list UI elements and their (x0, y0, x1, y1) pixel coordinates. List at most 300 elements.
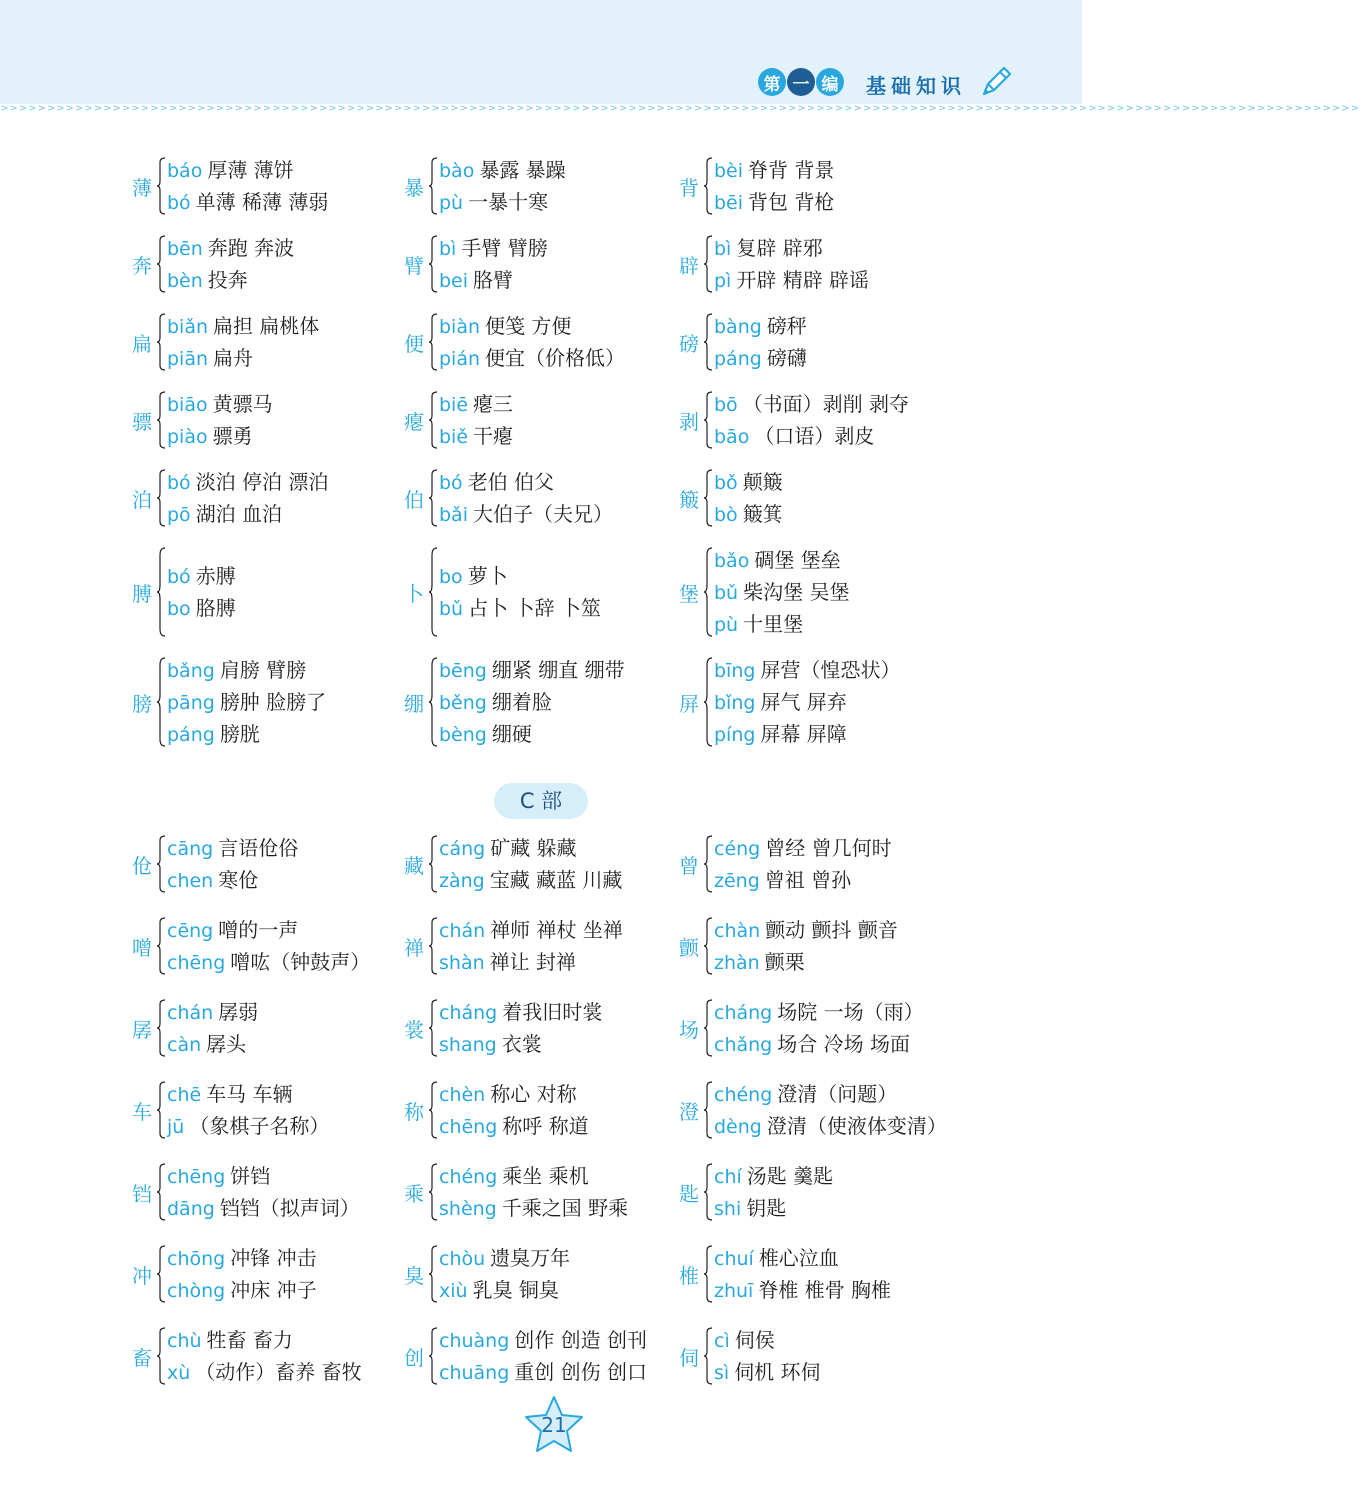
pinyin: chōng (167, 1248, 226, 1270)
entry-row (128, 996, 1028, 1060)
example-words: 膀肿 脸膀了 (219, 690, 327, 714)
entry-row (128, 1324, 1028, 1388)
example-words: 柴沟堡 吴堡 (743, 580, 850, 604)
head-character: 创 (404, 1345, 424, 1370)
example-words: 着我旧时裳 (502, 1000, 603, 1024)
head-character: 澄 (679, 1099, 699, 1124)
page-number: 21 (541, 1413, 567, 1437)
example-words: 磅秤 (766, 314, 807, 338)
pinyin: chòng (167, 1280, 226, 1302)
part-badge (758, 68, 845, 96)
reading-line (167, 342, 319, 374)
reading-line (714, 1356, 821, 1388)
reading-line (714, 1274, 891, 1306)
brace (704, 1160, 713, 1224)
brace (157, 466, 166, 530)
example-words: 厚薄 薄饼 (207, 158, 294, 182)
brace (429, 466, 438, 530)
polyphone-entry (675, 914, 995, 978)
entry-row (128, 1078, 1028, 1142)
polyphone-entry (675, 654, 995, 750)
polyphone-entry (400, 914, 675, 978)
reading-line (439, 388, 513, 420)
head-character: 屏 (679, 691, 699, 716)
example-words: 曾经 曾几何时 (765, 836, 892, 860)
brace-icon (157, 918, 166, 974)
head-character: 瘪 (404, 409, 424, 434)
polyphone-entry (400, 466, 675, 530)
brace (704, 388, 713, 452)
pinyin: bǎo (714, 550, 750, 572)
polyphone-entry (675, 154, 995, 218)
reading-line (167, 154, 328, 186)
brace-icon (429, 918, 438, 974)
pinyin: bì (714, 238, 732, 260)
pinyin: chǎng (714, 1034, 773, 1056)
example-words: 脊椎 椎骨 胸椎 (758, 1278, 892, 1302)
reading-line (167, 388, 273, 420)
example-words: 车马 车辆 (206, 1082, 293, 1106)
entry-row (128, 466, 1028, 530)
example-words: （书面）剥削 剥夺 (742, 392, 910, 416)
pinyin: chuí (714, 1248, 754, 1270)
head-character: 场 (679, 1017, 699, 1042)
pinyin: chēng (167, 952, 226, 974)
example-words: 噌吰（钟鼓声） (230, 950, 371, 974)
pinyin: běng (439, 692, 487, 714)
pinyin: bēn (167, 238, 203, 260)
reading-line (167, 832, 298, 864)
brace (704, 1078, 713, 1142)
head-character: 椎 (679, 1263, 699, 1288)
head-character: 膊 (132, 581, 152, 606)
brace-icon (157, 470, 166, 526)
brace (157, 996, 166, 1060)
brace-icon (704, 158, 713, 214)
brace (157, 232, 166, 296)
polyphone-entry (128, 1078, 400, 1142)
reading-line (439, 914, 623, 946)
example-words: 牲畜 畜力 (206, 1328, 293, 1352)
example-words: 宝藏 藏蓝 川藏 (489, 868, 623, 892)
reading-line (714, 388, 909, 420)
reading-line (439, 1160, 628, 1192)
example-words: 赤膊 (195, 564, 236, 588)
reading-line (439, 232, 548, 264)
polyphone-entry (128, 232, 400, 296)
brace (429, 1160, 438, 1224)
pinyin: bǔ (714, 582, 739, 604)
reading-line (167, 1110, 329, 1142)
brace (704, 1324, 713, 1388)
reading-line (714, 686, 900, 718)
brace (157, 654, 166, 750)
head-character: 泊 (132, 487, 152, 512)
example-words: 开辟 精辟 辟谣 (736, 268, 870, 292)
reading-line (439, 1356, 647, 1388)
brace (704, 1242, 713, 1306)
head-character: 裳 (404, 1017, 424, 1042)
polyphone-entry (675, 1324, 995, 1388)
pinyin: bó (167, 566, 191, 588)
reading-line (167, 1160, 360, 1192)
head-character: 伯 (404, 487, 424, 512)
example-words: 萝卜 (467, 564, 508, 588)
pinyin: bei (439, 270, 469, 292)
brace (157, 1160, 166, 1224)
brace (429, 1078, 438, 1142)
pinyin: bǔ (439, 598, 464, 620)
brace-icon (429, 658, 438, 746)
reading-line (167, 498, 328, 530)
reading-line (167, 1192, 360, 1224)
head-character: 噌 (132, 935, 152, 960)
example-words: 澄清（问题） (777, 1082, 898, 1106)
example-words: （象棋子名称） (189, 1114, 330, 1138)
polyphone-entry (675, 310, 995, 374)
brace (429, 914, 438, 978)
section-title: 基础知识 (866, 74, 966, 98)
pinyin: zhàn (714, 952, 760, 974)
reading-line (167, 864, 298, 896)
reading-line (714, 946, 898, 978)
pinyin: chēng (439, 1116, 498, 1138)
head-character: 辟 (679, 253, 699, 278)
example-words: 奔跑 奔波 (207, 236, 295, 260)
brace-icon (157, 236, 166, 292)
head-character: 暴 (404, 175, 424, 200)
pinyin: cì (714, 1330, 730, 1352)
brace-icon (704, 314, 713, 370)
example-words: 伺侯 (734, 1328, 775, 1352)
brace-icon (429, 836, 438, 892)
brace-icon (157, 1000, 166, 1056)
pinyin: chēng (167, 1166, 226, 1188)
reading-line (167, 1242, 317, 1274)
reading-line (439, 154, 566, 186)
example-words: 一暴十寒 (468, 190, 549, 214)
brace-icon (429, 1246, 438, 1302)
c-section-grid (128, 832, 1028, 1388)
pinyin: cáng (439, 838, 486, 860)
polyphone-entry (400, 654, 675, 750)
reading-line (439, 592, 601, 624)
pinyin: piào (167, 426, 208, 448)
example-words: 肩膀 臂膀 (219, 658, 307, 682)
example-words: 绷硬 (491, 722, 532, 746)
reading-line (167, 560, 236, 592)
pinyin: bō (714, 394, 738, 416)
brace-icon (157, 158, 166, 214)
polyphone-entry (128, 466, 400, 530)
example-words: 称呼 称道 (502, 1114, 589, 1138)
reading-line (714, 232, 869, 264)
reading-line (714, 718, 900, 750)
brace (429, 1324, 438, 1388)
pinyin: jū (167, 1116, 185, 1138)
pinyin: chán (167, 1002, 214, 1024)
example-words: 颤栗 (764, 950, 805, 974)
pinyin: dāng (167, 1198, 215, 1220)
polyphone-entry (675, 544, 995, 640)
reading-line (439, 1110, 589, 1142)
brace-icon (704, 236, 713, 292)
example-words: 汤匙 羹匙 (746, 1164, 834, 1188)
pinyin: báo (167, 160, 203, 182)
brace (429, 388, 438, 452)
pinyin: chéng (714, 1084, 773, 1106)
brace-icon (157, 1246, 166, 1302)
brace (157, 1078, 166, 1142)
brace (429, 996, 438, 1060)
example-words: 暴露 暴躁 (479, 158, 566, 182)
reading-line (167, 686, 326, 718)
example-words: 称心 对称 (490, 1082, 577, 1106)
pinyin: chí (714, 1166, 742, 1188)
example-words: 骠勇 (212, 424, 253, 448)
pinyin: chù (167, 1330, 202, 1352)
example-words: 乳臭 铜臭 (472, 1278, 559, 1302)
example-words: 投奔 (207, 268, 248, 292)
reading-line (439, 466, 613, 498)
head-character: 孱 (132, 1017, 152, 1042)
brace (429, 154, 438, 218)
brace (157, 544, 166, 640)
pinyin: bàng (714, 316, 762, 338)
pinyin: bèn (167, 270, 203, 292)
polyphone-entry (400, 388, 675, 452)
pinyin: páng (714, 348, 762, 370)
reading-line (714, 544, 849, 576)
brace (704, 544, 713, 640)
pinyin: bāo (714, 426, 750, 448)
entry-row (128, 1160, 1028, 1224)
pinyin: bó (439, 472, 463, 494)
example-words: 老伯 伯父 (467, 470, 555, 494)
pencil-icon (978, 64, 1014, 100)
pinyin: biāo (167, 394, 208, 416)
example-words: 背包 背枪 (748, 190, 835, 214)
reading-line (167, 718, 326, 750)
head-character: 扁 (132, 331, 152, 356)
head-character: 禅 (404, 935, 424, 960)
example-words: 膀胱 (219, 722, 260, 746)
brace (704, 154, 713, 218)
head-character: 簸 (679, 487, 699, 512)
example-words: 遗臭万年 (490, 1246, 571, 1270)
brace-icon (157, 392, 166, 448)
polyphone-entry (128, 996, 400, 1060)
polyphone-entry (400, 1324, 675, 1388)
head-character: 称 (404, 1099, 424, 1124)
reading-line (167, 1078, 329, 1110)
brace (429, 310, 438, 374)
brace-icon (157, 1328, 166, 1384)
pinyin: bèng (439, 724, 487, 746)
pinyin: pù (439, 192, 464, 214)
example-words: （动作）畜养 畜牧 (195, 1360, 362, 1384)
brace-icon (429, 314, 438, 370)
example-words: 便宜（价格低） (485, 346, 626, 370)
polyphone-entry (400, 1242, 675, 1306)
example-words: 碉堡 堡垒 (754, 548, 841, 572)
entry-row (128, 832, 1028, 896)
example-words: 便笺 方便 (485, 314, 572, 338)
reading-line (714, 1078, 947, 1110)
pinyin: pì (714, 270, 732, 292)
example-words: 矿藏 躲藏 (490, 836, 577, 860)
brace (157, 1324, 166, 1388)
pinyin: piān (167, 348, 209, 370)
reading-line (714, 342, 807, 374)
reading-line (439, 864, 622, 896)
example-words: 冲锋 冲击 (230, 1246, 317, 1270)
reading-line (439, 1242, 570, 1274)
pinyin: bó (167, 472, 191, 494)
reading-line (439, 264, 548, 296)
example-words: 钥匙 (746, 1196, 787, 1220)
reading-line (714, 914, 898, 946)
head-character: 剥 (679, 409, 699, 434)
brace-icon (429, 392, 438, 448)
section-c-heading: C 部 (494, 783, 588, 819)
entry-row (128, 1242, 1028, 1306)
brace-icon (704, 1246, 713, 1302)
example-words: 噌的一声 (218, 918, 299, 942)
reading-line (714, 264, 869, 296)
reading-line (167, 914, 370, 946)
reading-line (167, 420, 273, 452)
head-character: 便 (404, 331, 424, 356)
head-character: 臭 (404, 1263, 424, 1288)
pinyin: bēi (714, 192, 744, 214)
reading-line (714, 864, 892, 896)
brace (157, 388, 166, 452)
reading-line (439, 718, 625, 750)
example-words: 曾祖 曾孙 (764, 868, 852, 892)
polyphone-entry (128, 544, 400, 640)
polyphone-entry (400, 310, 675, 374)
reading-line (714, 832, 892, 864)
example-words: 铛铛（拟声词） (219, 1196, 360, 1220)
polyphone-entry (400, 832, 675, 896)
brace-icon (704, 1000, 713, 1056)
brace (429, 1242, 438, 1306)
example-words: 扁舟 (213, 346, 254, 370)
reading-line (167, 946, 370, 978)
pinyin: biē (439, 394, 469, 416)
header-divider: >>>>>>>>>>>>>>>>>>>>>>>>>>>>>>>>>>>>>>>>>>>>>>>>>>>>>>>>>>>>>>>>>>>>>>>>>>>>>>>>>>>>>>>>>>>>>>>>>>>>>>>>>>>>>>>>>>>>>>>>>>>>>>>>>>>>>>>>>>>>>>>>> (0, 103, 1360, 114)
brace-icon (429, 1164, 438, 1220)
reading-line (167, 310, 319, 342)
head-character: 奔 (132, 253, 152, 278)
brace (429, 654, 438, 750)
badge-char: 第 (758, 68, 786, 96)
reading-line (714, 608, 849, 640)
polyphone-entry (128, 1160, 400, 1224)
example-words: 胳臂 (473, 268, 514, 292)
reading-line (439, 1274, 570, 1306)
pinyin: bào (439, 160, 475, 182)
head-character: 伧 (132, 853, 152, 878)
brace (704, 654, 713, 750)
head-character: 匙 (679, 1181, 699, 1206)
example-words: （口语）剥皮 (754, 424, 875, 448)
brace (429, 544, 438, 640)
pinyin: bo (439, 566, 463, 588)
pinyin: zhuī (714, 1280, 754, 1302)
entry-row (128, 310, 1028, 374)
example-words: 屏幕 屏障 (760, 722, 847, 746)
example-words: 屏营（惶恐状） (760, 658, 901, 682)
pinyin: biě (439, 426, 469, 448)
brace-icon (157, 1082, 166, 1138)
polyphone-entry (400, 1078, 675, 1142)
example-words: 孱弱 (218, 1000, 259, 1024)
head-character: 薄 (132, 175, 152, 200)
reading-line (167, 996, 258, 1028)
brace-icon (429, 158, 438, 214)
reading-line (167, 186, 328, 218)
pinyin: shàn (439, 952, 485, 974)
reading-line (439, 560, 601, 592)
reading-line (439, 310, 625, 342)
head-character: 颤 (679, 935, 699, 960)
example-words: 言语伧俗 (218, 836, 299, 860)
example-words: 瘪三 (473, 392, 514, 416)
pinyin: páng (167, 724, 215, 746)
example-words: 颤动 颤抖 颤音 (765, 918, 898, 942)
reading-line (714, 1028, 924, 1060)
example-words: 屏气 屏弃 (760, 690, 847, 714)
reading-line (439, 832, 622, 864)
polyphone-entry (675, 466, 995, 530)
example-words: 手臂 臂膀 (461, 236, 548, 260)
example-words: 胳膊 (195, 596, 236, 620)
head-character: 骠 (132, 409, 152, 434)
pinyin: shi (714, 1198, 742, 1220)
brace-icon (704, 918, 713, 974)
reading-line (714, 996, 924, 1028)
pinyin: shèng (439, 1198, 497, 1220)
example-words: 大伯子（夫兄） (472, 502, 613, 526)
pinyin: pù (714, 614, 739, 636)
brace-icon (704, 1328, 713, 1384)
pinyin: céng (714, 838, 761, 860)
pinyin: bǎi (439, 504, 468, 526)
pinyin: bēng (439, 660, 487, 682)
head-character: 车 (132, 1099, 152, 1124)
example-words: 绷着脸 (491, 690, 552, 714)
example-words: 颠簸 (742, 470, 783, 494)
example-words: 冲床 冲子 (230, 1278, 317, 1302)
brace (704, 232, 713, 296)
example-words: 禅师 禅杖 坐禅 (490, 918, 623, 942)
example-words: 脊背 背景 (748, 158, 835, 182)
brace-icon (157, 314, 166, 370)
pinyin: bo (167, 598, 191, 620)
reading-line (167, 1028, 258, 1060)
brace-icon (157, 548, 166, 636)
reading-line (714, 466, 783, 498)
brace-icon (157, 1164, 166, 1220)
polyphone-entry (128, 1324, 400, 1388)
brace-icon (429, 1000, 438, 1056)
polyphone-entry (400, 996, 675, 1060)
example-words: 绷紧 绷直 绷带 (491, 658, 625, 682)
badge-char: 一 (787, 68, 815, 96)
pinyin: bò (714, 504, 738, 526)
